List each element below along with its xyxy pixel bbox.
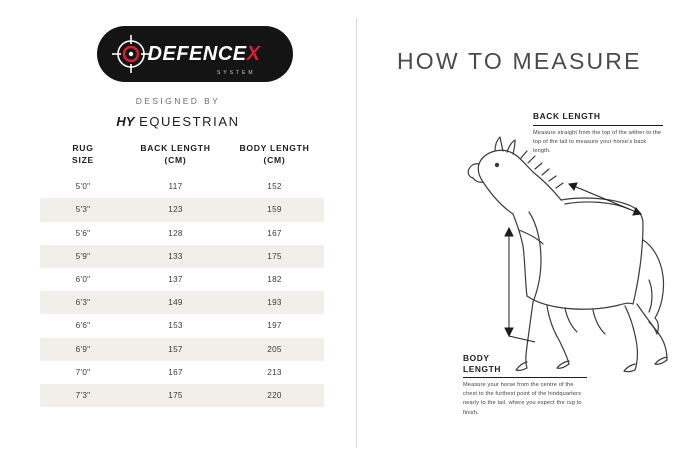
table-row xyxy=(40,314,324,337)
horse-with-rug-illustration xyxy=(387,120,677,380)
cell-size: 6'9" xyxy=(75,344,91,354)
back-length-line2: (CM) xyxy=(164,154,187,165)
cell-body: 152 xyxy=(267,182,282,192)
body-length-callout-title xyxy=(463,353,587,374)
cell-back: 117 xyxy=(168,182,183,192)
body-length-title-line1: BODY xyxy=(463,353,490,363)
table-row xyxy=(40,222,324,245)
logo-name: DEFENCE xyxy=(147,43,247,65)
body-length-callout-text: Measure your horse from the centre of the chest to the furthest point of the hindquarters nearly to the tail, where you expect the rug to finish. xyxy=(463,382,582,416)
table-row xyxy=(40,384,324,407)
right-panel xyxy=(357,0,682,466)
cell-body: 197 xyxy=(267,321,282,331)
body-length-title-line2: LENGTH xyxy=(463,363,502,374)
cell-size: 5'3" xyxy=(75,205,91,215)
callout-divider xyxy=(533,125,663,126)
defencex-logo xyxy=(97,26,293,82)
table-header xyxy=(40,138,324,175)
cell-body: 159 xyxy=(267,205,282,215)
designed-by-label: DESIGNED BY xyxy=(135,96,221,106)
table-body xyxy=(40,175,324,407)
table-row xyxy=(40,361,324,384)
cell-back: 153 xyxy=(168,321,183,331)
cell-back: 157 xyxy=(168,344,183,354)
cell-size: 5'6" xyxy=(75,228,91,238)
rug-size-line1: RUG xyxy=(72,143,94,153)
table-header-row xyxy=(40,138,324,175)
logo-subtitle: SYSTEM xyxy=(217,70,256,76)
cell-back: 175 xyxy=(168,390,183,400)
cell-body: 220 xyxy=(267,390,282,400)
column-header-rug-size xyxy=(40,138,126,175)
cell-body: 175 xyxy=(267,251,282,261)
body-length-line1: BODY LENGTH xyxy=(239,143,310,153)
cell-size: 6'0" xyxy=(75,275,91,285)
brand-mark: HY xyxy=(116,114,135,129)
cell-size: 7'3" xyxy=(75,390,91,400)
cell-back: 123 xyxy=(168,205,183,215)
back-length-callout-title: BACK LENGTH xyxy=(533,111,601,121)
cell-body: 213 xyxy=(267,367,282,377)
logo-wordmark xyxy=(148,44,261,64)
callout-divider xyxy=(463,377,587,378)
logo-accent: X xyxy=(246,43,261,65)
logo-inner xyxy=(97,26,293,82)
cell-body: 193 xyxy=(267,298,282,308)
cell-size: 6'3" xyxy=(75,298,91,308)
cell-body: 182 xyxy=(267,275,282,285)
cell-body: 205 xyxy=(267,344,282,354)
table-row xyxy=(40,175,324,198)
back-length-callout-text: Measure straight from the top of the wither to the top of the tail to measure your horse's back length. xyxy=(533,129,662,154)
column-header-back-length xyxy=(126,138,225,175)
cell-back: 133 xyxy=(168,251,183,261)
back-length-callout xyxy=(533,111,663,156)
table-row xyxy=(40,245,324,268)
table-row xyxy=(40,291,324,314)
cell-size: 5'0" xyxy=(75,182,91,192)
cell-back: 149 xyxy=(168,298,183,308)
cell-body: 167 xyxy=(267,228,282,238)
body-length-line2: (CM) xyxy=(263,154,286,165)
column-header-body-length xyxy=(225,138,324,175)
brand-line xyxy=(0,114,356,129)
cell-size: 5'9" xyxy=(75,251,91,261)
cell-back: 137 xyxy=(168,275,183,285)
table-row xyxy=(40,338,324,361)
cell-size: 6'6" xyxy=(75,321,91,331)
cell-size: 7'0" xyxy=(75,367,91,377)
target-icon xyxy=(111,34,151,74)
rug-size-table xyxy=(40,138,324,407)
body-length-callout xyxy=(463,353,587,418)
table-row xyxy=(40,198,324,221)
back-length-line1: BACK LENGTH xyxy=(140,143,211,153)
brand-name: EQUESTRIAN xyxy=(139,114,240,129)
cell-back: 167 xyxy=(168,367,183,377)
table-row xyxy=(40,268,324,291)
rug-size-line2: SIZE xyxy=(72,154,94,165)
page-title: HOW TO MEASURE xyxy=(397,48,642,74)
cell-back: 128 xyxy=(168,228,183,238)
